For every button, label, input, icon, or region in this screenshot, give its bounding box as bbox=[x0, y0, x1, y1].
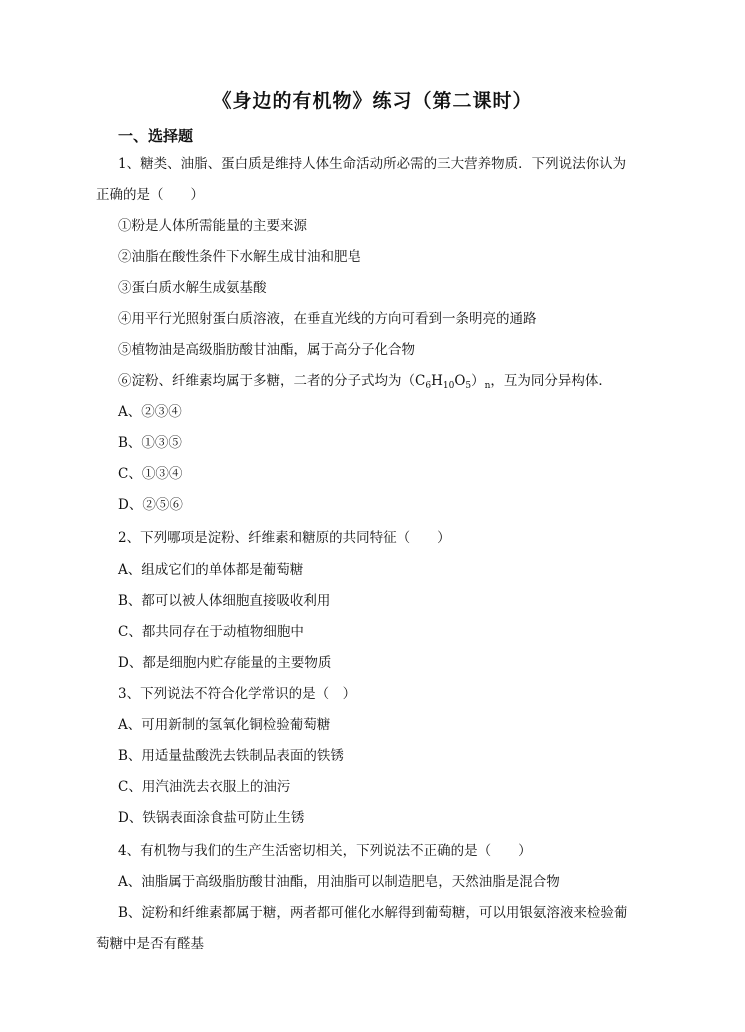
q2-option-c: C、都共同存在于动植物细胞中 bbox=[118, 624, 304, 640]
q1-statement-2: ②油脂在酸性条件下水解生成甘油和肥皂 bbox=[118, 249, 361, 265]
q3-option-d: D、铁锅表面涂食盐可防止生锈 bbox=[118, 810, 305, 826]
q3-option-c: C、用汽油洗去衣服上的油污 bbox=[118, 779, 291, 795]
q1-s6-o-sub: 5 bbox=[465, 381, 472, 391]
q4-option-b-line2: 萄糖中是否有醛基 bbox=[96, 936, 204, 952]
q1-option-b: B、①③⑤ bbox=[118, 435, 182, 451]
q1-s6-h-sub: 10 bbox=[442, 381, 455, 391]
q1-statement-6 bbox=[118, 372, 612, 390]
q1-s6-close: ） bbox=[471, 373, 485, 389]
q1-s6-c-sub: 6 bbox=[425, 381, 432, 391]
q1-stem-line1: 1、糖类、油脂、蛋白质是维持人体生命活动所必需的三大营养物质．下列说法你认为 bbox=[118, 156, 627, 172]
page-title: 《身边的有机物》练习（第二课时） bbox=[212, 90, 533, 112]
q1-s6-o: O bbox=[454, 373, 466, 389]
q1-s6-h: H bbox=[431, 373, 443, 389]
q2-option-d: D、都是细胞内贮存能量的主要物质 bbox=[118, 655, 332, 671]
q2-option-a: A、组成它们的单体都是葡萄糖 bbox=[118, 562, 304, 578]
q1-statement-5: ⑤植物油是高级脂肪酸甘油酯，属于高分子化合物 bbox=[118, 342, 415, 358]
q1-option-c: C、①③④ bbox=[118, 466, 183, 482]
q4-stem: 4、有机物与我们的生产生活密切相关，下列说法不正确的是（ ） bbox=[118, 843, 532, 859]
section-heading: 一、选择题 bbox=[118, 127, 194, 145]
q4-option-b-line1: B、淀粉和纤维素都属于糖，两者都可催化水解得到葡萄糖，可以用银氨溶液来检验葡 bbox=[118, 905, 628, 921]
q3-stem: 3、下列说法不符合化学常识的是（ ） bbox=[118, 686, 357, 702]
q2-stem: 2、下列哪项是淀粉、纤维素和糖原的共同特征（ ） bbox=[118, 530, 451, 546]
q1-s6-pre: ⑥淀粉、纤维素均属于多糖，二者的分子式均为（C bbox=[118, 373, 426, 389]
q4-option-a: A、油脂属于高级脂肪酸甘油酯，用油脂可以制造肥皂，天然油脂是混合物 bbox=[118, 874, 560, 890]
q1-statement-3: ③蛋白质水解生成氨基酸 bbox=[118, 280, 267, 296]
q3-option-a: A、可用新制的氢氧化铜检验葡萄糖 bbox=[118, 717, 331, 733]
q1-option-a: A、②③④ bbox=[118, 404, 182, 420]
q2-option-b: B、都可以被人体细胞直接吸收利用 bbox=[118, 593, 331, 609]
q3-option-b: B、用适量盐酸洗去铁制品表面的铁锈 bbox=[118, 748, 344, 764]
q1-s6-post: ，互为同分异构体． bbox=[490, 373, 612, 389]
q1-s6-n-sub: n bbox=[484, 381, 491, 391]
q1-stem-line2: 正确的是（ ） bbox=[96, 187, 204, 203]
q1-option-d: D、②⑤⑥ bbox=[118, 497, 183, 513]
q1-statement-4: ④用平行光照射蛋白质溶液，在垂直光线的方向可看到一条明亮的通路 bbox=[118, 311, 537, 327]
q1-statement-1: ①粉是人体所需能量的主要来源 bbox=[118, 218, 307, 234]
